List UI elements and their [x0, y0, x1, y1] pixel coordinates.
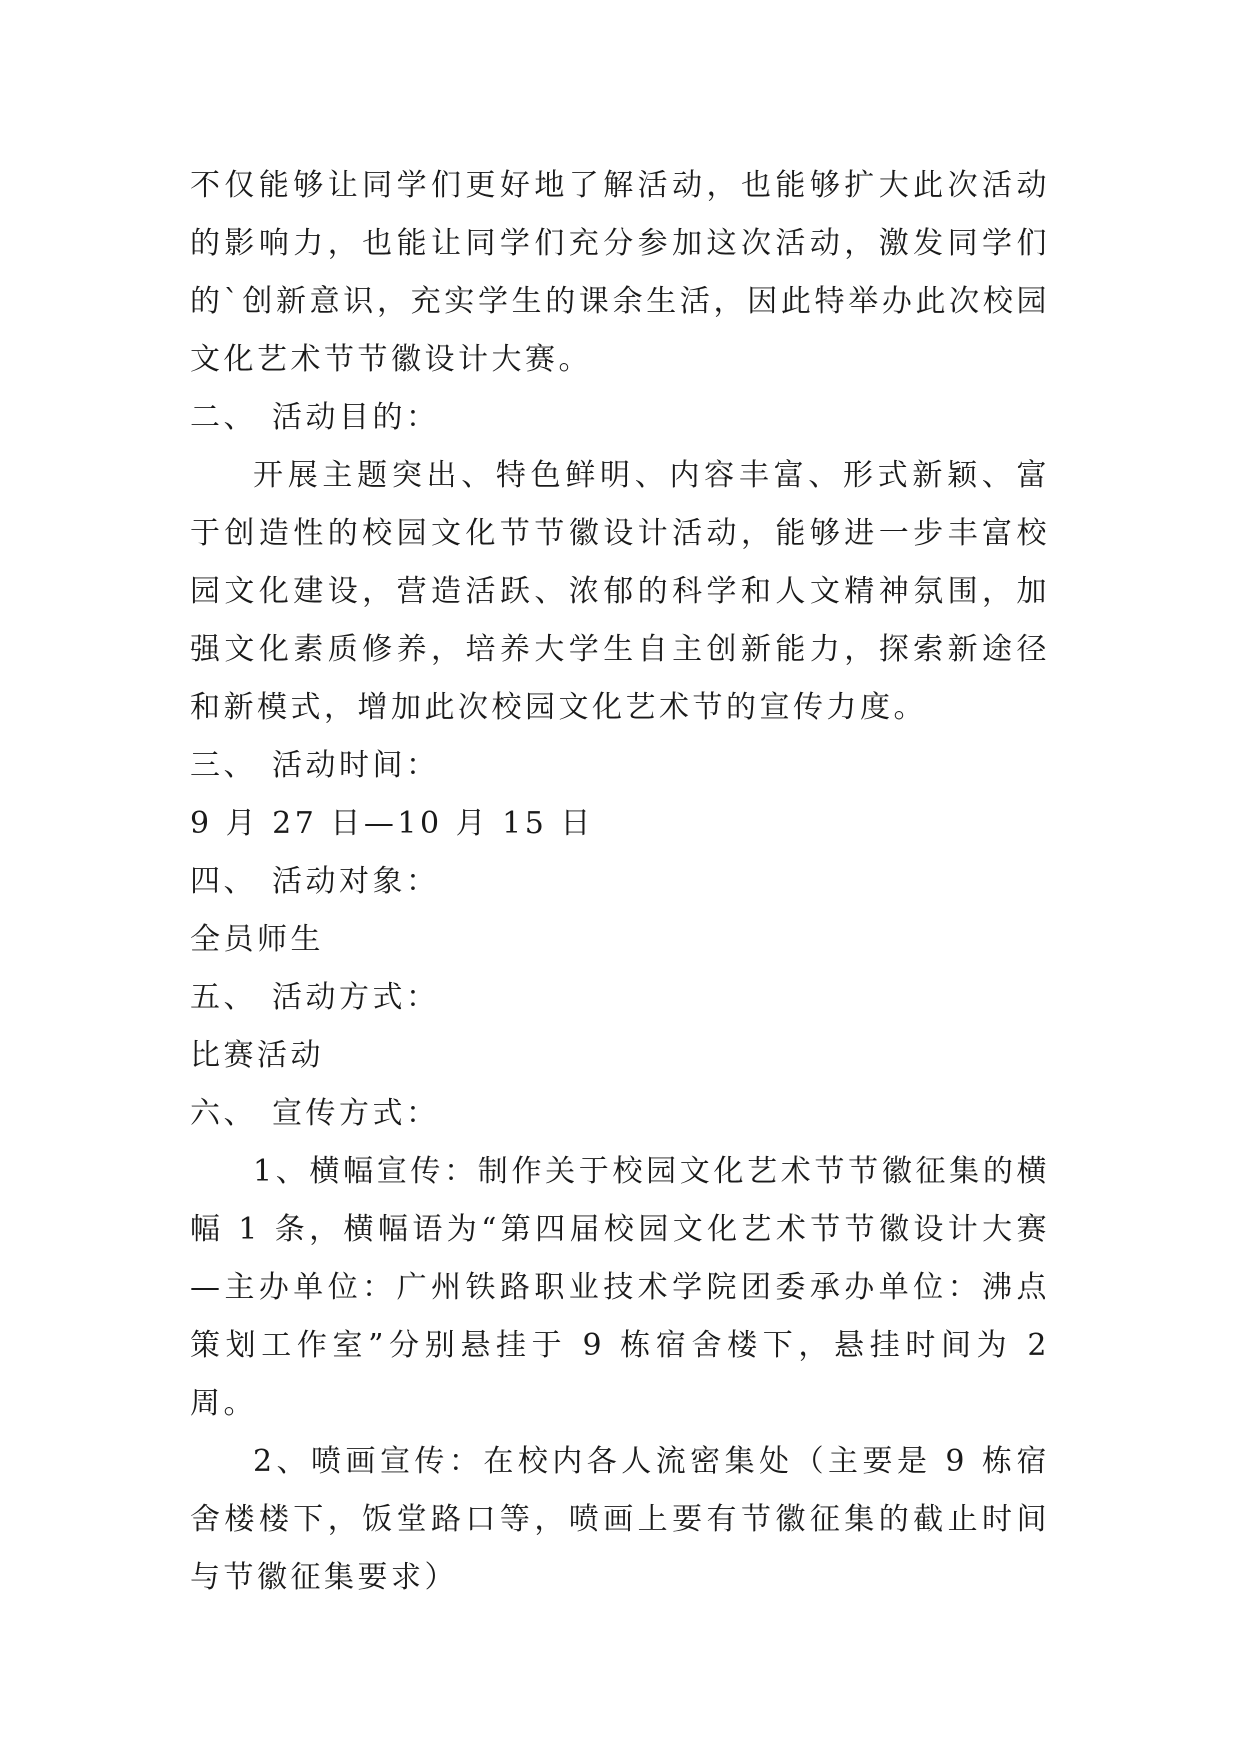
section-number: 四、 [190, 864, 257, 899]
section-heading-purpose [190, 389, 1050, 447]
audience-paragraph: 全员师生 [190, 922, 324, 957]
section-heading-time [190, 737, 1050, 795]
promotion-banner-paragraph: 1、横幅宣传：制作关于校园文化艺术节节徽征集的横幅 1 条，横幅语为“第四届校园文化艺术节节徽设计大赛—主办单位：广州铁路职业技术学院团委承办单位：沸点策划工作室”分别悬挂于 9 栋宿舍楼下，悬挂时间为 2 周。 [190, 1154, 1050, 1421]
intro-paragraph: 不仅能够让同学们更好地了解活动，也能够扩大此次活动的影响力，也能让同学们充分参加这次活动，激发同学们的`创新意识，充实学生的课余生活，因此特举办此次校园文化艺术节节徽设计大赛。 [190, 168, 1050, 377]
section-title: 活动对象： [272, 864, 440, 899]
document-body [190, 157, 1050, 1607]
time-paragraph: 9 月 27 日—10 月 15 日 [190, 806, 594, 841]
section-title: 活动目的： [272, 400, 440, 435]
section-number: 二、 [190, 400, 257, 435]
section-heading-audience [190, 853, 1050, 911]
section-number: 三、 [190, 748, 257, 783]
section-number: 六、 [190, 1096, 257, 1131]
method-paragraph: 比赛活动 [190, 1038, 324, 1073]
section-heading-method [190, 969, 1050, 1027]
section-title: 活动方式： [272, 980, 440, 1015]
section-number: 五、 [190, 980, 257, 1015]
purpose-paragraph: 开展主题突出、特色鲜明、内容丰富、形式新颖、富于创造性的校园文化节节徽设计活动，能够进一步丰富校园文化建设，营造活跃、浓郁的科学和人文精神氛围，加强文化素质修养，培养大学生自主创新能力，探索新途径和新模式，增加此次校园文化艺术节的宣传力度。 [190, 458, 1050, 725]
section-title: 宣传方式： [272, 1096, 440, 1131]
section-title: 活动时间： [272, 748, 440, 783]
promotion-poster-paragraph: 2、喷画宣传：在校内各人流密集处（主要是 9 栋宿舍楼楼下，饭堂路口等，喷画上要有节徽征集的截止时间与节徽征集要求） [190, 1444, 1050, 1595]
section-heading-promotion [190, 1085, 1050, 1143]
